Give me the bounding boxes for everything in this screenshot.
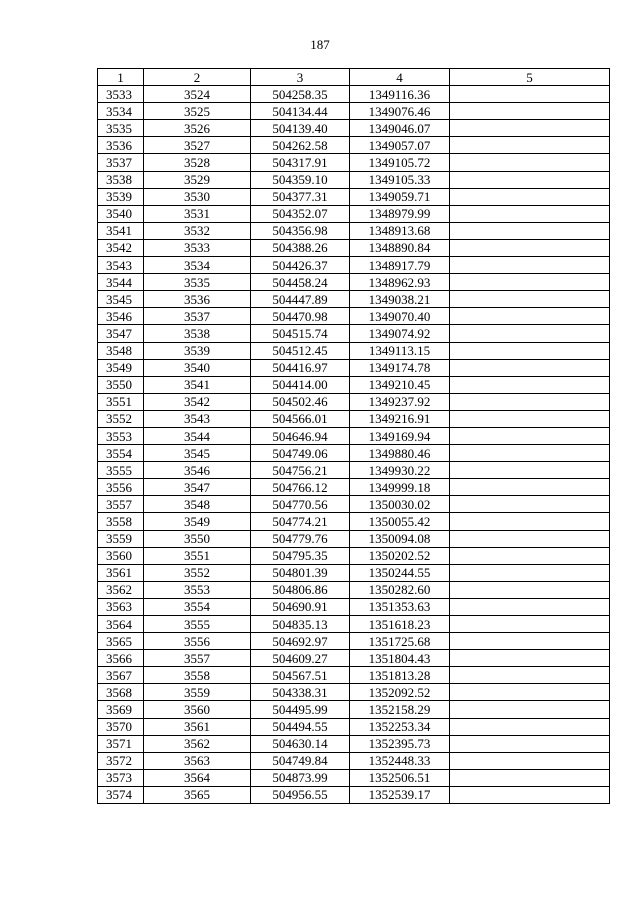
table-row [98, 752, 610, 769]
note-cell [450, 239, 610, 256]
table-row [98, 154, 610, 171]
note-cell [450, 616, 610, 633]
x-coordinate-cell: 504835.13 [251, 616, 350, 633]
note-cell [450, 684, 610, 701]
y-coordinate-cell: 1350094.08 [350, 530, 450, 547]
table-row [98, 445, 610, 462]
table-row [98, 496, 610, 513]
x-coordinate-cell: 504512.45 [251, 342, 350, 359]
note-cell [450, 291, 610, 308]
x-coordinate-cell: 504774.21 [251, 513, 350, 530]
table-row [98, 205, 610, 222]
note-cell [450, 479, 610, 496]
point-number-cell: 3537 [144, 308, 251, 325]
table-row [98, 547, 610, 564]
table-row [98, 274, 610, 291]
note-cell [450, 205, 610, 222]
point-number-cell: 3530 [144, 188, 251, 205]
column-header: 2 [144, 69, 251, 86]
note-cell [450, 564, 610, 581]
note-cell [450, 188, 610, 205]
x-coordinate-cell: 504515.74 [251, 325, 350, 342]
y-coordinate-cell: 1349174.78 [350, 359, 450, 376]
point-number-cell: 3541 [144, 376, 251, 393]
table-row [98, 633, 610, 650]
x-coordinate-cell: 504338.31 [251, 684, 350, 701]
note-cell [450, 86, 610, 103]
note-cell [450, 633, 610, 650]
x-coordinate-cell: 504494.55 [251, 718, 350, 735]
column-header: 4 [350, 69, 450, 86]
x-coordinate-cell: 504426.37 [251, 257, 350, 274]
y-coordinate-cell: 1349076.46 [350, 103, 450, 120]
row-number-cell: 3563 [98, 598, 144, 615]
y-coordinate-cell: 1348917.79 [350, 257, 450, 274]
note-cell [450, 650, 610, 667]
x-coordinate-cell: 504646.94 [251, 427, 350, 444]
point-number-cell: 3542 [144, 393, 251, 410]
point-number-cell: 3558 [144, 667, 251, 684]
x-coordinate-cell: 504609.27 [251, 650, 350, 667]
row-number-cell: 3552 [98, 410, 144, 427]
x-coordinate-cell: 504956.55 [251, 786, 350, 803]
x-coordinate-cell: 504416.97 [251, 359, 350, 376]
y-coordinate-cell: 1348979.99 [350, 205, 450, 222]
row-number-cell: 3543 [98, 257, 144, 274]
point-number-cell: 3532 [144, 222, 251, 239]
x-coordinate-cell: 504692.97 [251, 633, 350, 650]
coordinates-table-body [98, 69, 610, 804]
row-number-cell: 3566 [98, 650, 144, 667]
row-number-cell: 3555 [98, 462, 144, 479]
point-number-cell: 3563 [144, 752, 251, 769]
y-coordinate-cell: 1350030.02 [350, 496, 450, 513]
table-row [98, 718, 610, 735]
y-coordinate-cell: 1349074.92 [350, 325, 450, 342]
row-number-cell: 3535 [98, 120, 144, 137]
y-coordinate-cell: 1349038.21 [350, 291, 450, 308]
note-cell [450, 103, 610, 120]
y-coordinate-cell: 1349057.07 [350, 137, 450, 154]
y-coordinate-cell: 1349105.72 [350, 154, 450, 171]
row-number-cell: 3538 [98, 171, 144, 188]
point-number-cell: 3551 [144, 547, 251, 564]
point-number-cell: 3550 [144, 530, 251, 547]
point-number-cell: 3556 [144, 633, 251, 650]
x-coordinate-cell: 504356.98 [251, 222, 350, 239]
coordinates-table [97, 68, 610, 804]
x-coordinate-cell: 504749.84 [251, 752, 350, 769]
note-cell [450, 769, 610, 786]
y-coordinate-cell: 1349169.94 [350, 427, 450, 444]
y-coordinate-cell: 1352253.34 [350, 718, 450, 735]
table-row [98, 530, 610, 547]
table-row [98, 427, 610, 444]
table-row [98, 188, 610, 205]
table-row [98, 86, 610, 103]
point-number-cell: 3552 [144, 564, 251, 581]
x-coordinate-cell: 504414.00 [251, 376, 350, 393]
y-coordinate-cell: 1349059.71 [350, 188, 450, 205]
x-coordinate-cell: 504690.91 [251, 598, 350, 615]
table-row [98, 564, 610, 581]
note-cell [450, 171, 610, 188]
table-row [98, 137, 610, 154]
x-coordinate-cell: 504317.91 [251, 154, 350, 171]
note-cell [450, 342, 610, 359]
table-row [98, 410, 610, 427]
note-cell [450, 752, 610, 769]
page-number: 187 [310, 37, 330, 52]
note-cell [450, 496, 610, 513]
row-number-cell: 3569 [98, 701, 144, 718]
point-number-cell: 3543 [144, 410, 251, 427]
row-number-cell: 3542 [98, 239, 144, 256]
point-number-cell: 3545 [144, 445, 251, 462]
point-number-cell: 3539 [144, 342, 251, 359]
y-coordinate-cell: 1349210.45 [350, 376, 450, 393]
note-cell [450, 274, 610, 291]
row-number-cell: 3546 [98, 308, 144, 325]
point-number-cell: 3535 [144, 274, 251, 291]
row-number-cell: 3564 [98, 616, 144, 633]
x-coordinate-cell: 504458.24 [251, 274, 350, 291]
y-coordinate-cell: 1351618.23 [350, 616, 450, 633]
row-number-cell: 3550 [98, 376, 144, 393]
table-row [98, 257, 610, 274]
table-row [98, 222, 610, 239]
note-cell [450, 547, 610, 564]
table-row [98, 393, 610, 410]
row-number-cell: 3551 [98, 393, 144, 410]
row-number-cell: 3567 [98, 667, 144, 684]
y-coordinate-cell: 1351725.68 [350, 633, 450, 650]
table-row [98, 325, 610, 342]
table-row [98, 376, 610, 393]
y-coordinate-cell: 1352539.17 [350, 786, 450, 803]
y-coordinate-cell: 1352448.33 [350, 752, 450, 769]
point-number-cell: 3540 [144, 359, 251, 376]
column-header: 5 [450, 69, 610, 86]
y-coordinate-cell: 1352506.51 [350, 769, 450, 786]
point-number-cell: 3525 [144, 103, 251, 120]
point-number-cell: 3527 [144, 137, 251, 154]
x-coordinate-cell: 504134.44 [251, 103, 350, 120]
point-number-cell: 3560 [144, 701, 251, 718]
x-coordinate-cell: 504779.76 [251, 530, 350, 547]
point-number-cell: 3548 [144, 496, 251, 513]
note-cell [450, 393, 610, 410]
point-number-cell: 3526 [144, 120, 251, 137]
x-coordinate-cell: 504359.10 [251, 171, 350, 188]
point-number-cell: 3547 [144, 479, 251, 496]
point-number-cell: 3536 [144, 291, 251, 308]
note-cell [450, 410, 610, 427]
note-cell [450, 137, 610, 154]
table-row [98, 581, 610, 598]
y-coordinate-cell: 1349880.46 [350, 445, 450, 462]
point-number-cell: 3561 [144, 718, 251, 735]
y-coordinate-cell: 1351813.28 [350, 667, 450, 684]
note-cell [450, 513, 610, 530]
row-number-cell: 3537 [98, 154, 144, 171]
y-coordinate-cell: 1349070.40 [350, 308, 450, 325]
x-coordinate-cell: 504766.12 [251, 479, 350, 496]
point-number-cell: 3529 [144, 171, 251, 188]
table-row [98, 598, 610, 615]
point-number-cell: 3559 [144, 684, 251, 701]
note-cell [450, 359, 610, 376]
row-number-cell: 3571 [98, 735, 144, 752]
note-cell [450, 445, 610, 462]
table-row [98, 650, 610, 667]
row-number-cell: 3562 [98, 581, 144, 598]
row-number-cell: 3544 [98, 274, 144, 291]
y-coordinate-cell: 1352158.29 [350, 701, 450, 718]
row-number-cell: 3573 [98, 769, 144, 786]
row-number-cell: 3554 [98, 445, 144, 462]
row-number-cell: 3549 [98, 359, 144, 376]
x-coordinate-cell: 504377.31 [251, 188, 350, 205]
y-coordinate-cell: 1349046.07 [350, 120, 450, 137]
y-coordinate-cell: 1349113.15 [350, 342, 450, 359]
point-number-cell: 3534 [144, 257, 251, 274]
note-cell [450, 462, 610, 479]
point-number-cell: 3562 [144, 735, 251, 752]
row-number-cell: 3541 [98, 222, 144, 239]
note-cell [450, 325, 610, 342]
note-cell [450, 120, 610, 137]
row-number-cell: 3557 [98, 496, 144, 513]
row-number-cell: 3534 [98, 103, 144, 120]
x-coordinate-cell: 504258.35 [251, 86, 350, 103]
y-coordinate-cell: 1350055.42 [350, 513, 450, 530]
table-row [98, 616, 610, 633]
y-coordinate-cell: 1349105.33 [350, 171, 450, 188]
row-number-cell: 3560 [98, 547, 144, 564]
x-coordinate-cell: 504801.39 [251, 564, 350, 581]
table-row [98, 479, 610, 496]
x-coordinate-cell: 504470.98 [251, 308, 350, 325]
point-number-cell: 3528 [144, 154, 251, 171]
y-coordinate-cell: 1349237.92 [350, 393, 450, 410]
table-row [98, 701, 610, 718]
point-number-cell: 3553 [144, 581, 251, 598]
row-number-cell: 3539 [98, 188, 144, 205]
point-number-cell: 3564 [144, 769, 251, 786]
y-coordinate-cell: 1350202.52 [350, 547, 450, 564]
x-coordinate-cell: 504630.14 [251, 735, 350, 752]
table-row [98, 103, 610, 120]
x-coordinate-cell: 504756.21 [251, 462, 350, 479]
y-coordinate-cell: 1352395.73 [350, 735, 450, 752]
table-row [98, 239, 610, 256]
y-coordinate-cell: 1349216.91 [350, 410, 450, 427]
x-coordinate-cell: 504770.56 [251, 496, 350, 513]
note-cell [450, 530, 610, 547]
note-cell [450, 308, 610, 325]
table-row [98, 667, 610, 684]
y-coordinate-cell: 1348913.68 [350, 222, 450, 239]
table-row [98, 342, 610, 359]
table-header-row [98, 69, 610, 86]
y-coordinate-cell: 1350282.60 [350, 581, 450, 598]
x-coordinate-cell: 504795.35 [251, 547, 350, 564]
table-row [98, 120, 610, 137]
x-coordinate-cell: 504495.99 [251, 701, 350, 718]
note-cell [450, 376, 610, 393]
point-number-cell: 3546 [144, 462, 251, 479]
y-coordinate-cell: 1349116.36 [350, 86, 450, 103]
point-number-cell: 3533 [144, 239, 251, 256]
table-row [98, 769, 610, 786]
note-cell [450, 427, 610, 444]
x-coordinate-cell: 504447.89 [251, 291, 350, 308]
note-cell [450, 257, 610, 274]
point-number-cell: 3549 [144, 513, 251, 530]
point-number-cell: 3565 [144, 786, 251, 803]
note-cell [450, 667, 610, 684]
table-row [98, 171, 610, 188]
row-number-cell: 3558 [98, 513, 144, 530]
row-number-cell: 3545 [98, 291, 144, 308]
row-number-cell: 3548 [98, 342, 144, 359]
row-number-cell: 3559 [98, 530, 144, 547]
note-cell [450, 154, 610, 171]
x-coordinate-cell: 504566.01 [251, 410, 350, 427]
point-number-cell: 3538 [144, 325, 251, 342]
x-coordinate-cell: 504502.46 [251, 393, 350, 410]
table-row [98, 735, 610, 752]
row-number-cell: 3556 [98, 479, 144, 496]
note-cell [450, 735, 610, 752]
row-number-cell: 3572 [98, 752, 144, 769]
x-coordinate-cell: 504806.86 [251, 581, 350, 598]
y-coordinate-cell: 1349999.18 [350, 479, 450, 496]
x-coordinate-cell: 504567.51 [251, 667, 350, 684]
point-number-cell: 3557 [144, 650, 251, 667]
row-number-cell: 3547 [98, 325, 144, 342]
row-number-cell: 3561 [98, 564, 144, 581]
table-row [98, 513, 610, 530]
row-number-cell: 3570 [98, 718, 144, 735]
x-coordinate-cell: 504749.06 [251, 445, 350, 462]
column-header: 3 [251, 69, 350, 86]
row-number-cell: 3553 [98, 427, 144, 444]
note-cell [450, 701, 610, 718]
note-cell [450, 598, 610, 615]
y-coordinate-cell: 1348962.93 [350, 274, 450, 291]
point-number-cell: 3544 [144, 427, 251, 444]
table-row [98, 291, 610, 308]
note-cell [450, 718, 610, 735]
x-coordinate-cell: 504388.26 [251, 239, 350, 256]
note-cell [450, 786, 610, 803]
note-cell [450, 581, 610, 598]
note-cell [450, 222, 610, 239]
point-number-cell: 3555 [144, 616, 251, 633]
point-number-cell: 3554 [144, 598, 251, 615]
point-number-cell: 3531 [144, 205, 251, 222]
y-coordinate-cell: 1352092.52 [350, 684, 450, 701]
y-coordinate-cell: 1349930.22 [350, 462, 450, 479]
y-coordinate-cell: 1350244.55 [350, 564, 450, 581]
row-number-cell: 3568 [98, 684, 144, 701]
row-number-cell: 3574 [98, 786, 144, 803]
row-number-cell: 3540 [98, 205, 144, 222]
column-header: 1 [98, 69, 144, 86]
y-coordinate-cell: 1348890.84 [350, 239, 450, 256]
table-row [98, 462, 610, 479]
row-number-cell: 3565 [98, 633, 144, 650]
x-coordinate-cell: 504352.07 [251, 205, 350, 222]
table-row [98, 684, 610, 701]
y-coordinate-cell: 1351804.43 [350, 650, 450, 667]
point-number-cell: 3524 [144, 86, 251, 103]
x-coordinate-cell: 504139.40 [251, 120, 350, 137]
y-coordinate-cell: 1351353.63 [350, 598, 450, 615]
table-row [98, 786, 610, 803]
row-number-cell: 3533 [98, 86, 144, 103]
x-coordinate-cell: 504873.99 [251, 769, 350, 786]
row-number-cell: 3536 [98, 137, 144, 154]
table-row [98, 359, 610, 376]
table-row [98, 308, 610, 325]
x-coordinate-cell: 504262.58 [251, 137, 350, 154]
